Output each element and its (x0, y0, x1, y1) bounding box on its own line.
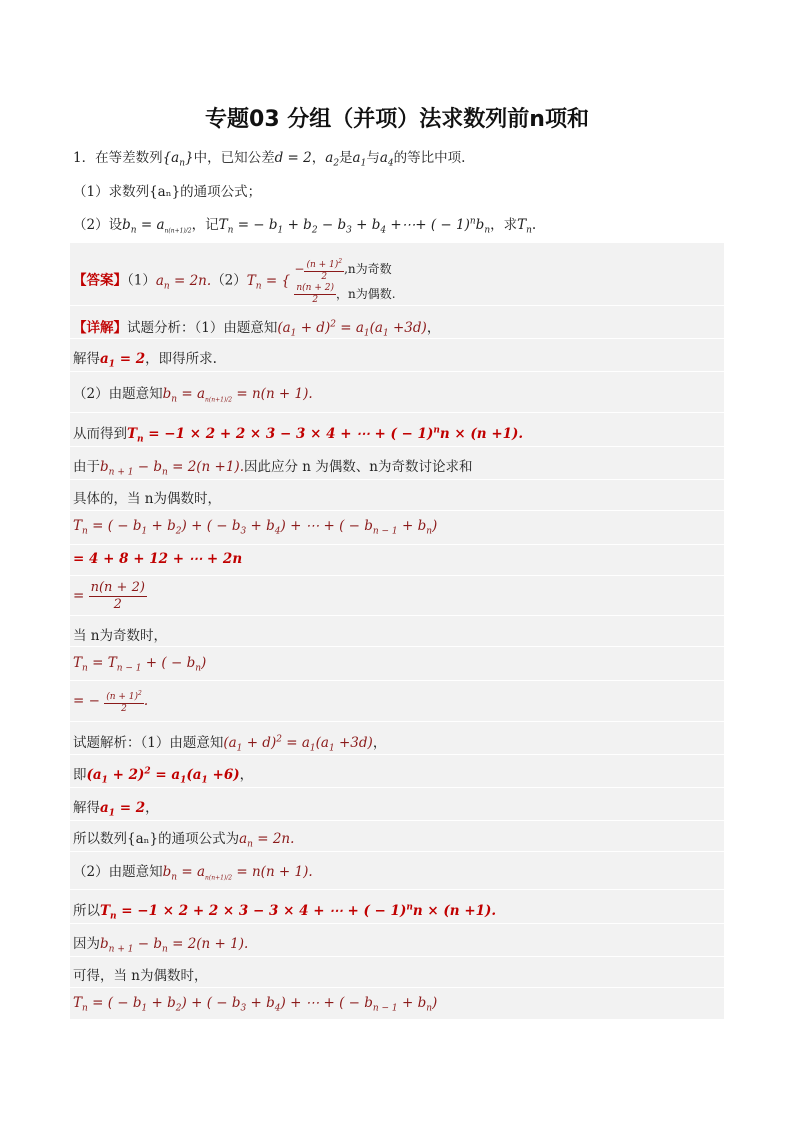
problem-part-2: （2）设$b_n = a_{n(n+1)/2}$，记$T_n$ = − $b_1 + b_2 - b_3 + b_4$ +⋯+ ( − $1)^nb_n$，求$T_n$. (73, 216, 537, 236)
detail-line-1: 【详解】试题分析：（1）由题意知$(a_1 + d)^2 = a_1(a_1 +3d)$， (73, 319, 441, 339)
detail-line-14: 即$(a_1 + 2)^2 = a_1(a_1 +6)$， (73, 766, 254, 786)
detail-line-11: $T_n = T_{n - 1}$ + ( − $b_n$) (73, 655, 207, 674)
detail-line-10: 当 n为奇数时， (73, 628, 167, 644)
detail-line-13: 试题解析：（1）由题意知$(a_1 + d)^2 = a_1(a_1 +3d)$， (73, 734, 387, 754)
problem-line-1: 1．在等差数列$\{a_n\}$中，已知公差d = 2，$a_2$是$a_1$与$a_4$的等比中项. (73, 150, 466, 169)
detail-line-7: $T_n$ = ( − $b_1 + b_2$) + ( − $b_3 + b_4$) + ⋯ + ( − $b_{n - 1} + b_n$) (73, 518, 438, 537)
problem-part-1: （1）求数列{aₙ}的通项公式； (73, 184, 262, 200)
detail-line-4: 从而得到$T_n = -1 \times 2 + 2 \times 3 - 3 \times 4$ + ⋯ + ( − 1)$^n$n × (n +1). (73, 425, 524, 445)
detail-line-20: 可得，当 n为偶数时， (73, 968, 208, 984)
detail-line-16: 所以数列{aₙ}的通项公式为$a_n = 2n$. (73, 831, 295, 850)
detail-line-8: = 4 + 8 + 12 + ⋯ + 2n (73, 551, 243, 567)
detail-line-21: $T_n$ = ( − $b_1 + b_2$) + ( − $b_3 + b_4$) + ⋯ + ( − $b_{n - 1} + b_n$) (73, 995, 438, 1014)
detail-line-15: 解得$a_1 = 2$， (73, 800, 159, 819)
detail-line-3: （2）由题意知$b_n = a_{n(n+1)/2} = n(n + 1)$. (73, 386, 313, 405)
detail-line-18: 所以$T_n = -1 \times 2 + 2 \times 3 - 3 \times 4$ + ⋯ + ( − 1)$^n$n × (n +1). (73, 902, 497, 922)
detail-line-6: 具体的，当 n为偶数时， (73, 491, 221, 507)
detail-line-12: = − $\frac{(n + 1)^2}{2}$ . (73, 690, 149, 714)
answer-line: 【答案】$(1)a_n = 2n.(2)T_n$ = { − $\frac{(n + 1)^2}{2}$ ,n为奇数 $\frac{n(n + 2)}{2}$ ，n为偶数. (73, 258, 396, 305)
detail-line-5: 由于$b_{n + 1} - b_n = 2(n +1)$.因此应分 n 为偶数、n为奇数讨论求和 (73, 459, 473, 478)
detail-line-2: 解得$a_1 = 2$，即得所求. (73, 351, 217, 370)
detail-line-19: 因为$b_{n + 1} - b_n = 2(n + 1)$. (73, 936, 249, 955)
detail-line-9: = $\frac{n(n + 2)}{2}$ (73, 580, 145, 612)
detail-line-17: （2）由题意知$b_n = a_{n(n+1)/2} = n(n + 1)$. (73, 864, 313, 883)
page-title: 专题03 分组（并项）法求数列前n项和 (205, 107, 589, 132)
